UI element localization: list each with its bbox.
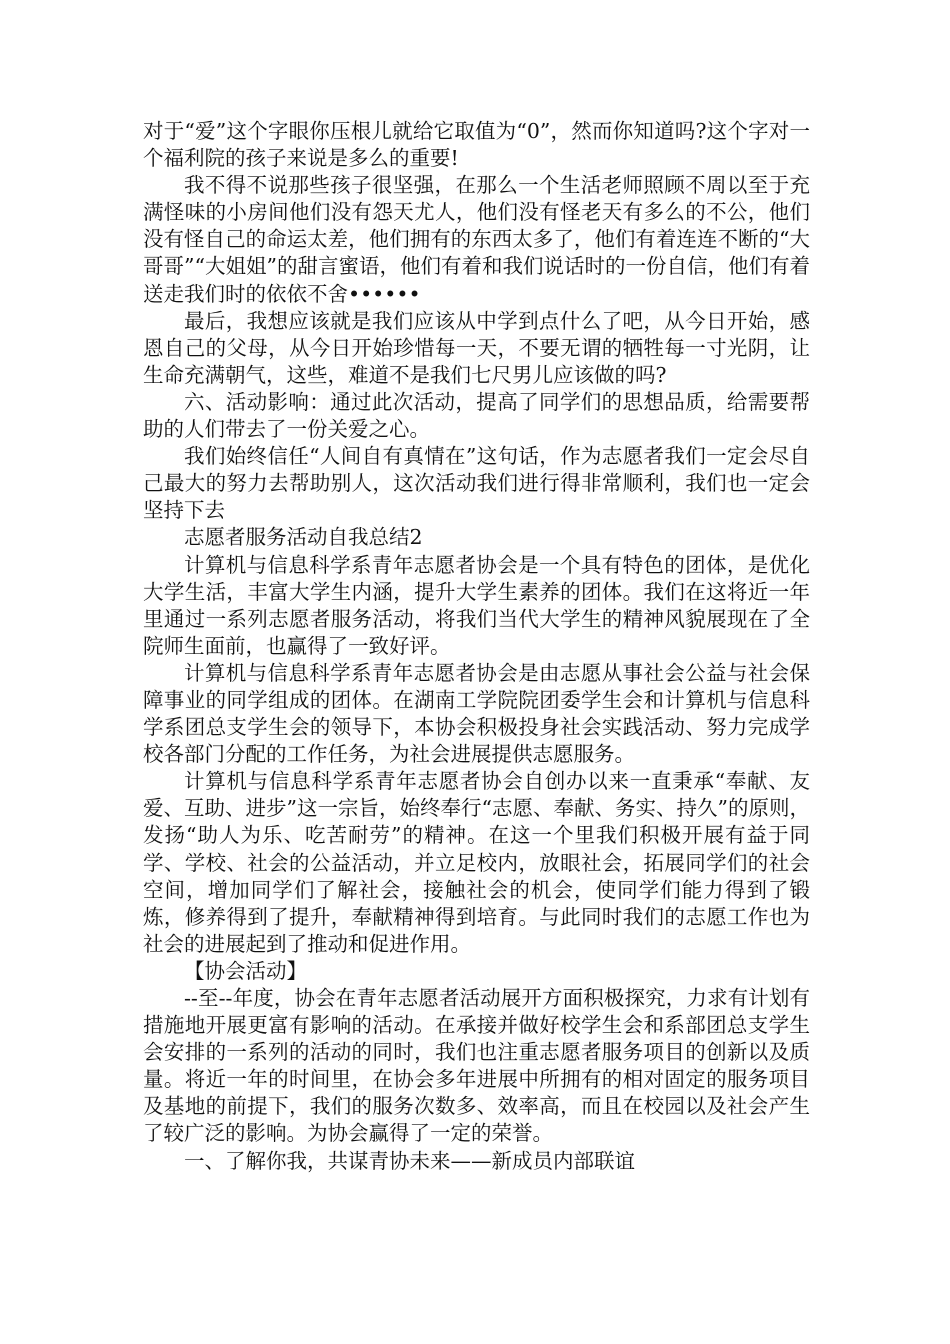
- paragraph-association-members: 计算机与信息科学系青年志愿者协会是由志愿从事社会公益与社会保障事业的同学组成的团体。在湖南工学院院团委学生会和计算机与信息科学系团总支学生会的领导下，本协会积极投身社会实践活动、努力完成学校各部门分配的工作任务，为社会进展提供志愿服务。: [143, 660, 810, 767]
- paragraph-association-principles: 计算机与信息科学系青年志愿者协会自创办以来一直秉承“奉献、友爱、互助、进步”这一宗旨，始终奉行“志愿、奉献、务实、持久”的原则，发扬“助人为乐、吃苦耐劳”的精神。在这一个里我们积极开展有益于同学、学校、社会的公益活动，并立足校内，放眼社会，拓展同学们的社会空间，增加同学们了解社会，接触社会的机会，使同学们能力得到了锻炼，修养得到了提升，奉献精神得到培育。与此同时我们的志愿工作也为社会的进展起到了推动和促进作用。: [143, 769, 810, 956]
- paragraph-lesson-learned: 最后，我想应该就是我们应该从中学到点什么了吧，从今日开始，感恩自己的父母，从今日开始珍惜每一天，不要无谓的牺牲每一寸光阴，让生命充满朝气，这些，难道不是我们七尺男儿应该做的吗?: [143, 308, 810, 387]
- paragraph-belief: 我们始终信任“人间自有真情在”这句话，作为志愿者我们一定会尽自己最大的努力去帮助别人，这次活动我们进行得非常顺利，我们也一定会坚持下去: [143, 444, 810, 523]
- paragraph-children-strong: 我不得不说那些孩子很坚强，在那么一个生活老师照顾不周以至于充满怪味的小房间他们没有怨天尤人，他们没有怪老天有多么的不公，他们没有怪自己的命运太差，他们拥有的东西太多了，他们有着连连不断的“大哥哥”“大姐姐”的甜言蜜语，他们有着和我们说话时的一份自信，他们有着送走我们时的依依不舍••••••: [143, 173, 810, 306]
- section-heading-new-members: 一、了解你我，共谋青协未来——新成员内部联谊: [184, 1148, 635, 1173]
- paragraph-love-value: 对于“爱”这个字眼你压根儿就给它取值为“0”，然而你知道吗?这个字对一个福利院的孩子来说是多么的重要!: [143, 119, 810, 171]
- paragraph-activity-impact: 六、活动影响：通过此次活动，提高了同学们的思想品质，给需要帮助的人们带去了一份关爱之心。: [143, 389, 810, 442]
- section-heading-summary-2: 志愿者服务活动自我总结2: [184, 525, 423, 550]
- paragraph-association-intro: 计算机与信息科学系青年志愿者协会是一个具有特色的团体，是优化大学生活，丰富大学生内涵，提升大学生素养的团体。我们在这将近一年里通过一系列志愿者服务活动，将我们当代大学生的精神风貌展现在了全院师生面前，也赢得了一致好评。: [143, 552, 810, 658]
- section-heading-activities: 【协会活动】: [184, 958, 307, 983]
- document-page: [143, 118, 810, 1175]
- paragraph-annual-activities: --至--年度，协会在青年志愿者活动展开方面积极探究，力求有计划有措施地开展更富有影响的活动。在承接并做好校学生会和系部团总支学生会安排的一系列的活动的同时，我们也注重志愿者服务项目的创新以及质量。将近一年的时间里，在协会多年进展中所拥有的相对固定的服务项目及基地的前提下，我们的服务次数多、效率高，而且在校园以及社会产生了较广泛的影响。为协会赢得了一定的荣誉。: [143, 986, 810, 1146]
